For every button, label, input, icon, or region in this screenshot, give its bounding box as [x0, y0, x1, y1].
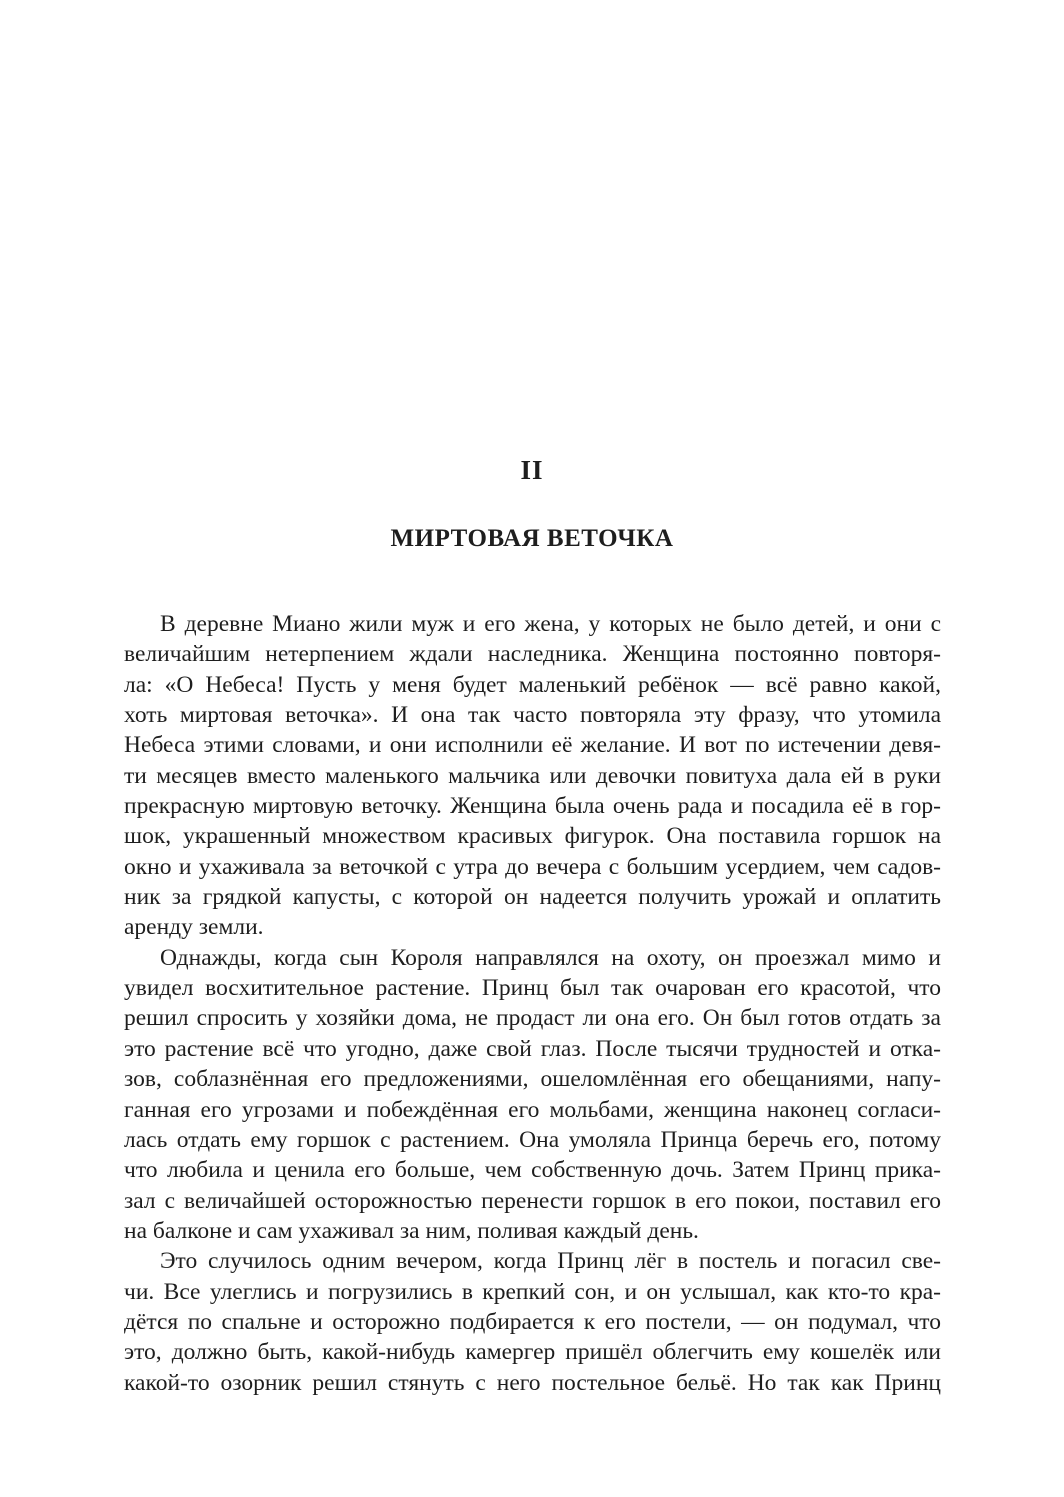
text-line: зал с величайшей осторожностью перенести горшок в его покои, поставил его [124, 1187, 941, 1214]
text-line: ти месяцев вместо маленького мальчика или девочки повитуха дала ей в руки [124, 762, 941, 789]
text-line: чи. Все улеглись и погрузились в крепкий сон, и он услышал, как кто-то кра- [124, 1278, 941, 1305]
text-line: величайшим нетерпением ждали наследника. Женщина постоянно повторя- [124, 641, 941, 668]
text-line: ганная его угрозами и побеждённая его мольбами, женщина наконец согласи- [124, 1096, 941, 1123]
text-line: на балконе и сам ухаживал за ним, поливая каждый день. [124, 1217, 699, 1244]
text-line: увидел восхитительное растение. Принц был так очарован его красотой, что [124, 975, 941, 1002]
chapter-number: II [520, 455, 544, 485]
text-line: зов, соблазнённая его предложениями, ошеломлённая его обещаниями, напу- [124, 1066, 941, 1093]
text-line: В деревне Миано жили муж и его жена, у которых не было детей, и они с [160, 611, 941, 637]
text-line: шок, украшенный множеством красивых фигурок. Она поставила горшок на [124, 823, 941, 850]
text-line: решил спросить у хозяйки дома, не продаст ли она его. Он был готов отдать за [124, 1005, 941, 1032]
text-line: Однажды, когда сын Короля направлялся на охоту, он проезжал мимо и [160, 944, 941, 971]
text-line: ник за грядкой капусты, с которой он надеется получить урожай и оплатить [124, 884, 941, 911]
text-line: ла: «О Небеса! Пусть у меня будет маленький ребёнок — всё равно какой, [124, 671, 941, 698]
text-line: лась отдать ему горшок с растением. Она умоляла Принца беречь его, потому [124, 1126, 941, 1153]
text-line: Это случилось одним вечером, когда Принц лёг в постель и погасил све- [160, 1248, 941, 1275]
text-line: это растение всё что угодно, даже свой глаз. После тысячи трудностей и отка- [124, 1035, 941, 1062]
text-line: какой-то озорник решил стянуть с него постельное бельё. Но так как Принц [124, 1369, 941, 1396]
text-line: аренду земли. [124, 914, 264, 941]
text-line: окно и ухаживала за веточкой с утра до вечера с большим усердием, чем садов- [124, 853, 941, 880]
chapter-body [124, 609, 941, 1398]
text-line: Небеса этими словами, и они исполнили её желание. И вот по истечении девя- [124, 732, 941, 759]
text-line: это, должно быть, какой-нибудь камергер пришёл облегчить ему кошелёк или [124, 1339, 941, 1366]
text-line: дётся по спальне и осторожно подбирается к его постели, — он подумал, что [124, 1308, 941, 1335]
text-line: прекрасную миртовую веточку. Женщина была очень рада и посадила её в гор- [124, 793, 941, 820]
text-line: что любила и ценила его больше, чем собственную дочь. Затем Принц прика- [124, 1157, 941, 1184]
chapter-title: МИРТОВАЯ ВЕТОЧКА [390, 525, 674, 552]
text-line: хоть миртовая веточка». И она так часто повторяла эту фразу, что утомила [124, 702, 941, 729]
